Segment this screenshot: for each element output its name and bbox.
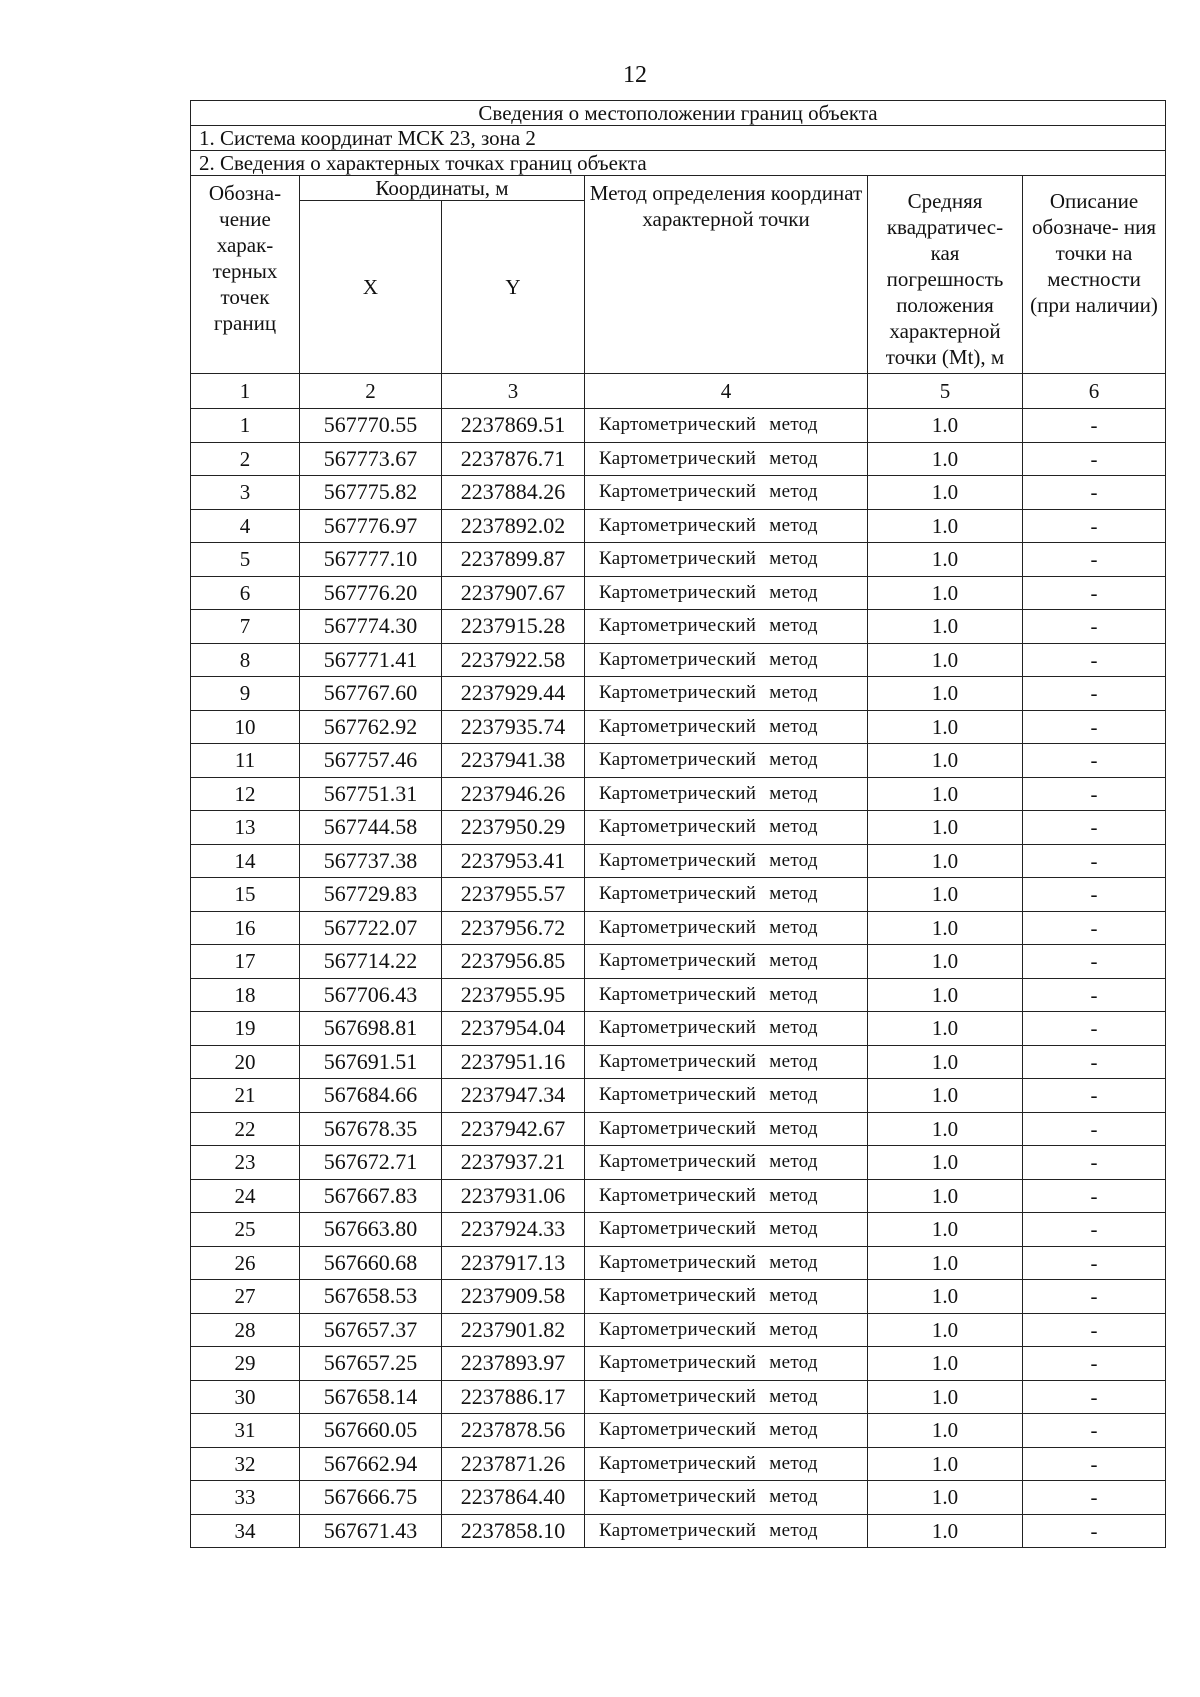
y-coordinate-cell: 2237954.04 [442,1012,585,1046]
table-title-row [191,101,1166,126]
mt-error-cell: 1.0 [868,1146,1023,1180]
x-coordinate-cell: 567662.94 [300,1447,442,1481]
point-number-cell: 32 [191,1447,300,1481]
point-number-cell: 16 [191,911,300,945]
mt-error-cell: 1.0 [868,1414,1023,1448]
y-coordinate-cell: 2237876.71 [442,442,585,476]
x-coordinate-cell: 567737.38 [300,844,442,878]
y-coordinate-cell: 2237935.74 [442,710,585,744]
x-coordinate-cell: 567744.58 [300,811,442,845]
y-coordinate-cell: 2237956.85 [442,945,585,979]
method-cell: Картометрический метод [585,509,868,543]
point-number-cell: 17 [191,945,300,979]
method-cell: Картометрический метод [585,1380,868,1414]
method-cell: Картометрический метод [585,610,868,644]
table-row [191,1447,1166,1481]
table-row [191,576,1166,610]
mt-error-cell: 1.0 [868,911,1023,945]
y-coordinate-cell: 2237884.26 [442,476,585,510]
mt-error-cell: 1.0 [868,811,1023,845]
description-cell: - [1023,677,1166,711]
method-cell: Картометрический метод [585,878,868,912]
point-number-cell: 34 [191,1514,300,1548]
x-coordinate-cell: 567663.80 [300,1213,442,1247]
point-number-cell: 18 [191,978,300,1012]
mt-error-cell: 1.0 [868,1313,1023,1347]
mt-error-cell: 1.0 [868,1179,1023,1213]
description-cell: - [1023,1280,1166,1314]
description-cell: - [1023,1380,1166,1414]
point-number-cell: 28 [191,1313,300,1347]
method-cell: Картометрический метод [585,543,868,577]
y-coordinate-cell: 2237858.10 [442,1514,585,1548]
mt-error-cell: 1.0 [868,878,1023,912]
point-number-cell: 6 [191,576,300,610]
table-row [191,509,1166,543]
points-section-row [191,151,1166,176]
table-row [191,710,1166,744]
coord-system-row [191,126,1166,151]
column-number: 3 [442,374,585,409]
mt-error-cell: 1.0 [868,1079,1023,1113]
point-number-cell: 26 [191,1246,300,1280]
mt-error-cell: 1.0 [868,576,1023,610]
mt-error-cell: 1.0 [868,1514,1023,1548]
y-coordinate-cell: 2237950.29 [442,811,585,845]
table-row [191,1313,1166,1347]
description-cell: - [1023,1112,1166,1146]
x-coordinate-cell: 567722.07 [300,911,442,945]
table-row [191,1213,1166,1247]
table-row [191,476,1166,510]
x-coordinate-cell: 567691.51 [300,1045,442,1079]
y-coordinate-cell: 2237909.58 [442,1280,585,1314]
mt-error-cell: 1.0 [868,409,1023,443]
y-coordinate-cell: 2237937.21 [442,1146,585,1180]
table-row [191,1380,1166,1414]
point-number-cell: 29 [191,1347,300,1381]
y-coordinate-cell: 2237886.17 [442,1380,585,1414]
description-cell: - [1023,1246,1166,1280]
mt-error-cell: 1.0 [868,945,1023,979]
method-cell: Картометрический метод [585,945,868,979]
x-coordinate-cell: 567667.83 [300,1179,442,1213]
y-coordinate-cell: 2237947.34 [442,1079,585,1113]
y-coordinate-cell: 2237942.67 [442,1112,585,1146]
y-coordinate-cell: 2237907.67 [442,576,585,610]
header-error: Средняя квадратичес- кая погрешность положения характерной точки (Mt), м [868,176,1023,374]
description-cell: - [1023,1414,1166,1448]
x-coordinate-cell: 567657.25 [300,1347,442,1381]
point-number-cell: 30 [191,1380,300,1414]
mt-error-cell: 1.0 [868,1045,1023,1079]
method-cell: Картометрический метод [585,1112,868,1146]
table-row [191,1414,1166,1448]
mt-error-cell: 1.0 [868,509,1023,543]
x-coordinate-cell: 567776.20 [300,576,442,610]
description-cell: - [1023,543,1166,577]
description-cell: - [1023,1179,1166,1213]
header-coords: Координаты, м [300,176,585,201]
mt-error-cell: 1.0 [868,710,1023,744]
table-row [191,1146,1166,1180]
method-cell: Картометрический метод [585,1481,868,1515]
x-coordinate-cell: 567684.66 [300,1079,442,1113]
y-coordinate-cell: 2237917.13 [442,1246,585,1280]
method-cell: Картометрический метод [585,442,868,476]
mt-error-cell: 1.0 [868,610,1023,644]
header-method: Метод определения координат характерной точки [585,176,868,374]
description-cell: - [1023,476,1166,510]
method-cell: Картометрический метод [585,1179,868,1213]
mt-error-cell: 1.0 [868,978,1023,1012]
description-cell: - [1023,878,1166,912]
y-coordinate-cell: 2237864.40 [442,1481,585,1515]
x-coordinate-cell: 567706.43 [300,978,442,1012]
column-number: 1 [191,374,300,409]
header-x: X [300,201,442,374]
method-cell: Картометрический метод [585,744,868,778]
description-cell: - [1023,1447,1166,1481]
mt-error-cell: 1.0 [868,1112,1023,1146]
x-coordinate-cell: 567729.83 [300,878,442,912]
y-coordinate-cell: 2237953.41 [442,844,585,878]
header-y: Y [442,201,585,374]
method-cell: Картометрический метод [585,844,868,878]
x-coordinate-cell: 567770.55 [300,409,442,443]
description-cell: - [1023,409,1166,443]
y-coordinate-cell: 2237941.38 [442,744,585,778]
point-number-cell: 12 [191,777,300,811]
table-row [191,442,1166,476]
point-number-cell: 1 [191,409,300,443]
description-cell: - [1023,1045,1166,1079]
y-coordinate-cell: 2237951.16 [442,1045,585,1079]
mt-error-cell: 1.0 [868,643,1023,677]
table-row [191,1112,1166,1146]
description-cell: - [1023,1347,1166,1381]
method-cell: Картометрический метод [585,409,868,443]
method-cell: Картометрический метод [585,777,868,811]
description-cell: - [1023,811,1166,845]
description-cell: - [1023,442,1166,476]
point-number-cell: 13 [191,811,300,845]
mt-error-cell: 1.0 [868,543,1023,577]
column-number: 5 [868,374,1023,409]
x-coordinate-cell: 567657.37 [300,1313,442,1347]
x-coordinate-cell: 567658.14 [300,1380,442,1414]
y-coordinate-cell: 2237899.87 [442,543,585,577]
point-number-cell: 31 [191,1414,300,1448]
description-cell: - [1023,945,1166,979]
method-cell: Картометрический метод [585,811,868,845]
description-cell: - [1023,1481,1166,1515]
method-cell: Картометрический метод [585,677,868,711]
description-cell: - [1023,643,1166,677]
point-number-cell: 10 [191,710,300,744]
x-coordinate-cell: 567658.53 [300,1280,442,1314]
description-cell: - [1023,576,1166,610]
point-number-cell: 22 [191,1112,300,1146]
mt-error-cell: 1.0 [868,1380,1023,1414]
x-coordinate-cell: 567678.35 [300,1112,442,1146]
description-cell: - [1023,1146,1166,1180]
description-cell: - [1023,1213,1166,1247]
mt-error-cell: 1.0 [868,1012,1023,1046]
point-number-cell: 8 [191,643,300,677]
y-coordinate-cell: 2237924.33 [442,1213,585,1247]
mt-error-cell: 1.0 [868,1447,1023,1481]
column-number: 4 [585,374,868,409]
mt-error-cell: 1.0 [868,1347,1023,1381]
boundary-points-table [190,100,1166,1548]
x-coordinate-cell: 567775.82 [300,476,442,510]
points-section-label: 2. Сведения о характерных точках границ объекта [191,151,1166,176]
table-title: Сведения о местоположении границ объекта [191,101,1166,126]
description-cell: - [1023,844,1166,878]
method-cell: Картометрический метод [585,1045,868,1079]
y-coordinate-cell: 2237893.97 [442,1347,585,1381]
mt-error-cell: 1.0 [868,1280,1023,1314]
description-cell: - [1023,710,1166,744]
description-cell: - [1023,1079,1166,1113]
x-coordinate-cell: 567666.75 [300,1481,442,1515]
point-number-cell: 2 [191,442,300,476]
y-coordinate-cell: 2237915.28 [442,610,585,644]
method-cell: Картометрический метод [585,1514,868,1548]
point-number-cell: 14 [191,844,300,878]
description-cell: - [1023,509,1166,543]
mt-error-cell: 1.0 [868,1481,1023,1515]
point-number-cell: 19 [191,1012,300,1046]
point-number-cell: 20 [191,1045,300,1079]
method-cell: Картометрический метод [585,1246,868,1280]
method-cell: Картометрический метод [585,476,868,510]
header-designation: Обозна- чение харак- терных точек границ [191,176,300,374]
mt-error-cell: 1.0 [868,1246,1023,1280]
y-coordinate-cell: 2237931.06 [442,1179,585,1213]
x-coordinate-cell: 567776.97 [300,509,442,543]
mt-error-cell: 1.0 [868,777,1023,811]
description-cell: - [1023,1514,1166,1548]
y-coordinate-cell: 2237878.56 [442,1414,585,1448]
x-coordinate-cell: 567762.92 [300,710,442,744]
y-coordinate-cell: 2237955.57 [442,878,585,912]
x-coordinate-cell: 567660.68 [300,1246,442,1280]
column-numbers-row [191,374,1166,409]
method-cell: Картометрический метод [585,1414,868,1448]
x-coordinate-cell: 567751.31 [300,777,442,811]
x-coordinate-cell: 567671.43 [300,1514,442,1548]
description-cell: - [1023,610,1166,644]
x-coordinate-cell: 567767.60 [300,677,442,711]
method-cell: Картометрический метод [585,978,868,1012]
method-cell: Картометрический метод [585,1146,868,1180]
table-row [191,1347,1166,1381]
table-row [191,978,1166,1012]
description-cell: - [1023,978,1166,1012]
header-description: Описание обозначе- ния точки на местности (при наличии) [1023,176,1166,374]
coord-system-label: 1. Система координат МСК 23, зона 2 [191,126,1166,151]
description-cell: - [1023,911,1166,945]
mt-error-cell: 1.0 [868,677,1023,711]
table-row [191,643,1166,677]
table-row [191,1045,1166,1079]
point-number-cell: 3 [191,476,300,510]
x-coordinate-cell: 567714.22 [300,945,442,979]
y-coordinate-cell: 2237956.72 [442,911,585,945]
table-row [191,1514,1166,1548]
table-row [191,1079,1166,1113]
table-row [191,878,1166,912]
method-cell: Картометрический метод [585,1347,868,1381]
mt-error-cell: 1.0 [868,1213,1023,1247]
table-row [191,677,1166,711]
point-number-cell: 9 [191,677,300,711]
mt-error-cell: 1.0 [868,442,1023,476]
method-cell: Картометрический метод [585,1447,868,1481]
mt-error-cell: 1.0 [868,844,1023,878]
table-row [191,945,1166,979]
y-coordinate-cell: 2237955.95 [442,978,585,1012]
table-row [191,911,1166,945]
point-number-cell: 27 [191,1280,300,1314]
method-cell: Картометрический метод [585,576,868,610]
point-number-cell: 15 [191,878,300,912]
x-coordinate-cell: 567698.81 [300,1012,442,1046]
point-number-cell: 7 [191,610,300,644]
x-coordinate-cell: 567777.10 [300,543,442,577]
table-row [191,1481,1166,1515]
column-number: 6 [1023,374,1166,409]
y-coordinate-cell: 2237946.26 [442,777,585,811]
point-number-cell: 4 [191,509,300,543]
table-row [191,744,1166,778]
y-coordinate-cell: 2237901.82 [442,1313,585,1347]
point-number-cell: 11 [191,744,300,778]
x-coordinate-cell: 567672.71 [300,1146,442,1180]
table-row [191,409,1166,443]
x-coordinate-cell: 567757.46 [300,744,442,778]
page-number: 12 [623,62,647,88]
description-cell: - [1023,1313,1166,1347]
x-coordinate-cell: 567773.67 [300,442,442,476]
mt-error-cell: 1.0 [868,476,1023,510]
method-cell: Картометрический метод [585,1280,868,1314]
table-row [191,1246,1166,1280]
table-row [191,1179,1166,1213]
table-row [191,811,1166,845]
point-number-cell: 23 [191,1146,300,1180]
y-coordinate-cell: 2237892.02 [442,509,585,543]
method-cell: Картометрический метод [585,1213,868,1247]
description-cell: - [1023,744,1166,778]
y-coordinate-cell: 2237922.58 [442,643,585,677]
table-row [191,543,1166,577]
method-cell: Картометрический метод [585,1079,868,1113]
description-cell: - [1023,777,1166,811]
point-number-cell: 25 [191,1213,300,1247]
method-cell: Картометрический метод [585,911,868,945]
point-number-cell: 21 [191,1079,300,1113]
table-row [191,1280,1166,1314]
method-cell: Картометрический метод [585,1313,868,1347]
x-coordinate-cell: 567771.41 [300,643,442,677]
table-row [191,844,1166,878]
y-coordinate-cell: 2237869.51 [442,409,585,443]
description-cell: - [1023,1012,1166,1046]
point-number-cell: 33 [191,1481,300,1515]
method-cell: Картометрический метод [585,1012,868,1046]
point-number-cell: 24 [191,1179,300,1213]
y-coordinate-cell: 2237871.26 [442,1447,585,1481]
method-cell: Картометрический метод [585,643,868,677]
column-number: 2 [300,374,442,409]
mt-error-cell: 1.0 [868,744,1023,778]
table-row [191,610,1166,644]
table-row [191,777,1166,811]
method-cell: Картометрический метод [585,710,868,744]
x-coordinate-cell: 567660.05 [300,1414,442,1448]
table-row [191,1012,1166,1046]
x-coordinate-cell: 567774.30 [300,610,442,644]
y-coordinate-cell: 2237929.44 [442,677,585,711]
point-number-cell: 5 [191,543,300,577]
header-row-top [191,176,1166,201]
